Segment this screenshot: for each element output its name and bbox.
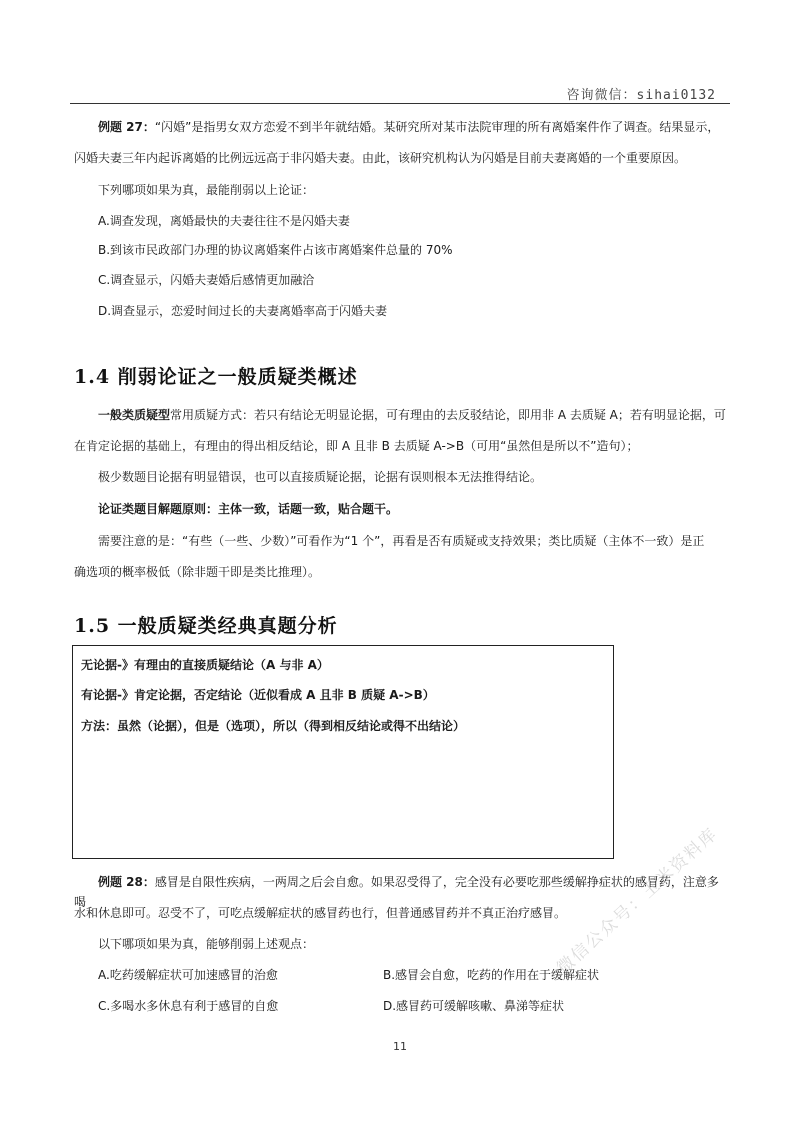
header-divider (70, 103, 730, 104)
example27-option-c: C.调查显示，闪婚夫妻婚后感情更加融洽 (98, 273, 315, 287)
section14-p2: 极少数题目论据有明显错误，也可以直接质疑论据，论据有误则根本无法推得结论。 (98, 470, 543, 484)
example28-question: 以下哪项如果为真，能够削弱上述观点： (98, 937, 315, 951)
example28-option-d: D.感冒药可缓解咳嗽、鼻涕等症状 (383, 999, 565, 1013)
method-summary-box (72, 645, 614, 859)
example28-line1: 感冒是自限性疾病，一两周之后会自愈。如果忍受得了，完全没有必要吃那些缓解挣症状的感冒药，注意多喝 (74, 875, 719, 909)
section-1-5-title: 1.5 一般质疑类经典真题分析 (74, 615, 338, 637)
example27-line1: “闪婚”是指男女双方恋爱不到半年就结婚。某研究所对某市法院审理的所有离婚案件作了调查。结果显示， (154, 120, 720, 134)
section14-p3: 论证类题目解题原则：主体一致，话题一致，贴合题干。 (98, 502, 399, 516)
example27-option-d: D.调查显示，恋爱时间过长的夫妻离婚率高于闪婚夫妻 (98, 304, 388, 318)
section-1-4-title: 1.4 削弱论证之一般质疑类概述 (74, 366, 358, 388)
example27-option-a: A.调查发现，离婚最快的夫妻往往不是闪婚夫妻 (98, 214, 350, 228)
example28-line2: 水和休息即可。忍受不了，可吃点缓解症状的感冒药也行，但普通感冒药并不真正治疗感冒。 (74, 906, 567, 920)
box-line-3: 方法：虽然（论据），但是（选项），所以（得到相反结论或得不出结论） (81, 719, 466, 733)
section14-p4-line1: 需要注意的是：“有些（一些、少数）”可看作为“1 个”，再看是否有质疑或支持效果；类比质疑（主体不一致）是正 (98, 534, 705, 548)
section14-p4-line2: 确选项的概率极低（除非题干即是类比推理）。 (74, 565, 321, 579)
header-contact: 咨询微信：sihai0132 (566, 88, 716, 103)
example28-label: 例题 28： (98, 875, 155, 889)
example28-option-c: C.多喝水多休息有利于感冒的自愈 (98, 999, 279, 1013)
example27-line2: 闪婚夫妻三年内起诉离婚的比例远远高于非闪婚夫妻。由此，该研究机构认为闪婚是目前夫妻离婚的一个重要原因。 (74, 151, 687, 165)
box-line-1: 无论据-》有理由的直接质疑结论（A 与非 A） (81, 658, 329, 672)
section14-p1-bold: 一般类质疑型 (98, 408, 171, 422)
watermark: 微信公众号：玉米资料库 (553, 823, 723, 979)
example28-option-b: B.感冒会自愈，吃药的作用在于缓解症状 (383, 968, 600, 982)
example28-option-a: A.吃药缓解症状可加速感冒的治愈 (98, 968, 278, 982)
example27-paragraph (74, 117, 728, 137)
page-number: 11 (393, 1040, 407, 1053)
section14-p1-text: 常用质疑方式：若只有结论无明显论据，可有理由的去反驳结论，即用非 A 去质疑 A；若有明显论据，可 (170, 408, 726, 422)
example27-question: 下列哪项如果为真，最能削弱以上论证： (98, 183, 315, 197)
section14-p1-line2: 在肯定论据的基础上，有理由的得出相反结论，即 A 且非 B 去质疑 A->B（可用“虽然但是所以不”造句）； (74, 439, 639, 453)
example27-label: 例题 27： (98, 120, 155, 134)
section14-p1-line1 (74, 405, 728, 425)
box-line-2: 有论据-》肯定论据，否定结论（近似看成 A 且非 B 质疑 A->B） (81, 688, 435, 702)
example27-option-b: B.到该市民政部门办理的协议离婚案件占该市离婚案件总量的 70% (98, 243, 453, 257)
